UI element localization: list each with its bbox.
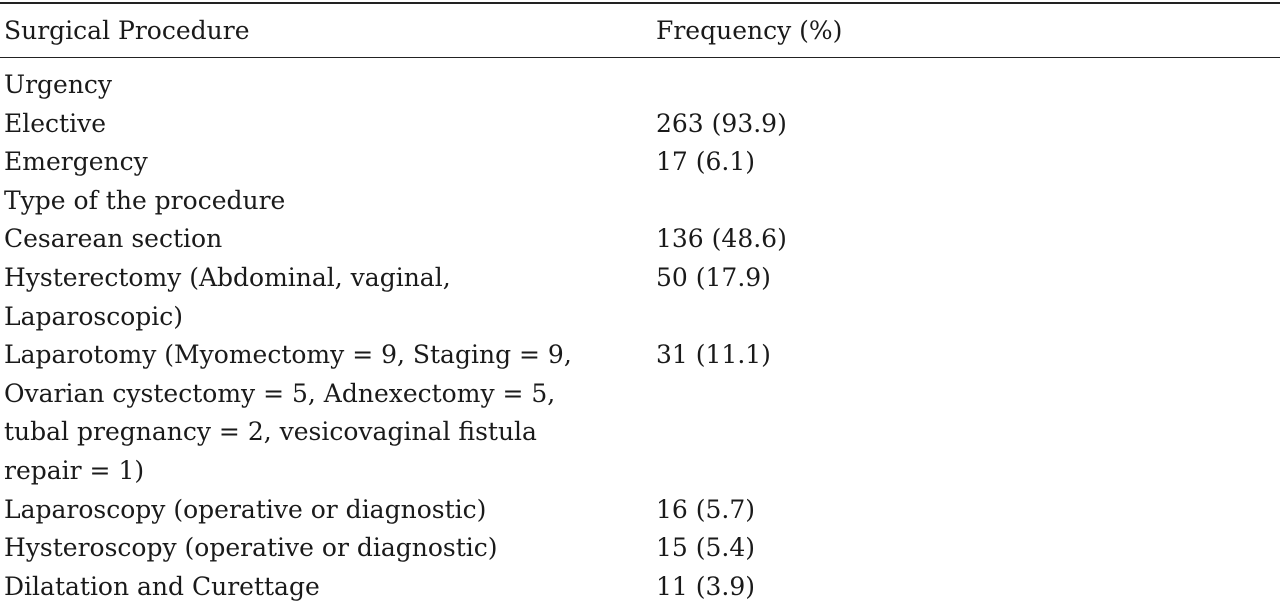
header-row (0, 12, 1280, 50)
procedure-label: repair = 1) (4, 455, 145, 485)
frequency-cell: 263 (93.9) (656, 108, 787, 138)
table-body (0, 66, 1280, 606)
frequency-cell: 136 (48.6) (656, 224, 787, 254)
procedure-cell (0, 529, 656, 568)
procedure-label: Laparoscopic) (4, 301, 184, 331)
frequency-cell: 31 (11.1) (656, 340, 771, 370)
procedure-label: Type of the procedure (4, 185, 286, 215)
table-row (0, 491, 1280, 530)
table-row (0, 259, 1280, 336)
table-row (0, 336, 1280, 490)
procedure-cell (0, 568, 656, 607)
table-row (0, 182, 1280, 221)
procedure-cell (0, 182, 656, 221)
procedure-label: Urgency (4, 70, 113, 99)
table-top-rule (0, 2, 1280, 4)
frequency-cell: 11 (3.9) (656, 571, 756, 601)
frequency-cell: 15 (5.4) (656, 533, 756, 563)
procedure-cell (0, 259, 656, 336)
procedure-cell (0, 105, 656, 144)
procedure-cell (0, 143, 656, 182)
procedure-label: tubal pregnancy = 2, vesicovaginal fistula (4, 417, 537, 447)
table-row (0, 529, 1280, 568)
procedure-label: Ovarian cystectomy = 5, Adnexectomy = 5, (4, 378, 556, 408)
table-header (0, 12, 1280, 50)
procedure-label: Cesarean section (4, 224, 223, 254)
procedure-label: Dilatation and Curettage (4, 571, 320, 601)
procedure-cell (0, 220, 656, 259)
table-row (0, 105, 1280, 144)
procedure-label: Emergency (4, 147, 148, 177)
frequency-cell: 16 (5.7) (656, 494, 756, 524)
table-row (0, 66, 1280, 105)
header-surgical-procedure: Surgical Procedure (4, 16, 250, 45)
procedure-label: Hysteroscopy (operative or diagnostic) (4, 533, 498, 563)
procedure-label: Hysterectomy (Abdominal, vaginal, (4, 262, 451, 292)
table-row (0, 568, 1280, 607)
frequency-cell: 50 (17.9) (656, 262, 771, 292)
frequency-cell: 17 (6.1) (656, 147, 756, 177)
procedure-label: Elective (4, 108, 107, 138)
header-frequency: Frequency (%) (656, 16, 843, 45)
procedure-cell (0, 66, 656, 105)
procedure-cell (0, 491, 656, 530)
procedure-label: Laparoscopy (operative or diagnostic) (4, 494, 487, 524)
table-row (0, 143, 1280, 182)
procedure-label: Laparotomy (Myomectomy = 9, Staging = 9, (4, 340, 572, 370)
table-header-rule (0, 57, 1280, 58)
procedure-cell (0, 336, 656, 490)
table-row (0, 220, 1280, 259)
